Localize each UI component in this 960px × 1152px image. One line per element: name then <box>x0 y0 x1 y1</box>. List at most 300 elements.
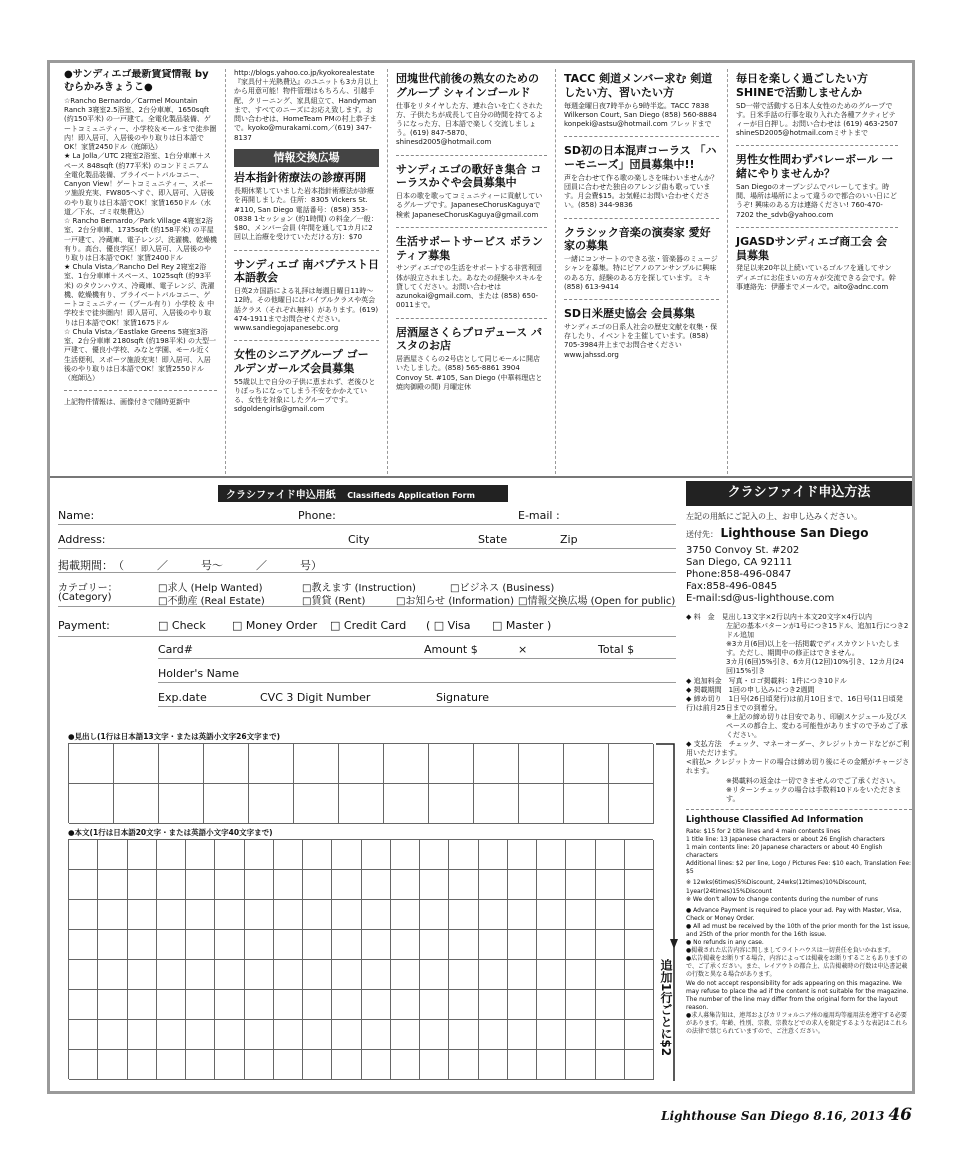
body-grid[interactable] <box>68 839 653 1079</box>
grid-cell[interactable] <box>186 900 215 930</box>
divider <box>396 318 547 319</box>
grid-cell[interactable] <box>159 744 204 784</box>
rental-item: ☆ Chula Vista／Eastlake Greens 5寝室3浴室、2台分車庫 2180sqft (約198平米) の大型一戸建て、優良小学校、みなと学園、モール近く生活便利、スポーツ施設充実！即入居可、入居後のやり取りは日本語でOK！家賃2550ドル（庭師込） <box>64 327 216 383</box>
grid-cell[interactable] <box>391 840 420 870</box>
grid-cell[interactable] <box>186 930 215 960</box>
grid-cell[interactable] <box>537 1050 566 1080</box>
pay-master[interactable]: □ Master ) <box>492 619 552 632</box>
grid-cell[interactable] <box>384 784 429 824</box>
en-item: ● Advance Payment is required to place your ad. Pay with Master, Visa, Check or Money Order. <box>686 906 902 922</box>
divider <box>396 227 547 228</box>
form-title-en: Classifieds Application Form <box>347 491 475 500</box>
ad-body: 日英2カ国語による礼拝は毎週日曜日11時〜12時。その他曜日にはバイブルクラスや英会話クラス（それぞれ無料）があります。(619) 474-1911までお問合せください。www.sandiegojapanesebc.org <box>234 287 379 332</box>
ad-title: SD日米歴史協会 会員募集 <box>564 307 695 321</box>
grid-cell[interactable] <box>303 960 332 990</box>
en-item: We do not accept responsibility for ads appearing on this magazine. We may refuse to place the ad if the content is not suitable for the magazine. The number of the line may differ from the original form for the layout reason. <box>686 979 909 1011</box>
category-label: カテゴリー： <box>58 583 118 594</box>
grid-cell[interactable] <box>245 840 274 870</box>
grid-cell[interactable] <box>245 1050 274 1080</box>
grid-cell[interactable] <box>449 1050 478 1080</box>
grid-cell[interactable] <box>625 870 654 900</box>
grid-cell[interactable] <box>303 900 332 930</box>
grid-cell[interactable] <box>157 960 186 990</box>
ad-title: クラシック音楽の演奏家 愛好家の募集 <box>564 225 711 253</box>
rate-info <box>686 613 912 804</box>
grid-cell[interactable] <box>508 900 537 930</box>
address-line-1: 3750 Convoy St. #202 <box>686 544 800 556</box>
grid-cell[interactable] <box>362 1050 391 1080</box>
grid-cell[interactable] <box>114 744 159 784</box>
pay-credit-card[interactable]: □ Credit Card <box>330 619 407 632</box>
en-item: ※ 12wks(6times)5%Discount, 24wks(12times)10%Discount, 1year(24times)15%Discount <box>686 879 867 895</box>
en-item: Additional lines: $2 per line, Logo / Pictures Fee: $10 each, Translation Fee: $5 <box>686 860 912 876</box>
grid-cell[interactable] <box>362 930 391 960</box>
grid-cell[interactable] <box>537 990 566 1020</box>
ad-body: 毎週金曜日夜7時半から9時半迄。TACC 7838 Wilkerson Court, San Diego (858) 560-8884 konpeki@astsu@hotmail.com フレッドまで <box>564 101 717 128</box>
grid-cell[interactable] <box>566 1050 595 1080</box>
grid-cell[interactable] <box>566 1020 595 1050</box>
grid-cell[interactable] <box>537 960 566 990</box>
grid-cell[interactable] <box>128 930 157 960</box>
card-label: Card# <box>158 643 193 656</box>
grid-cell[interactable] <box>186 990 215 1020</box>
grid-cell[interactable] <box>98 870 127 900</box>
grid-cell[interactable] <box>508 1050 537 1080</box>
cvc-label: CVC 3 Digit Number <box>260 691 371 704</box>
grid-cell[interactable] <box>609 744 654 784</box>
grid-cell[interactable] <box>303 1050 332 1080</box>
grid-cell[interactable] <box>566 900 595 930</box>
grid-cell[interactable] <box>98 900 127 930</box>
fax-text: Fax:858-496-0845 <box>686 580 778 592</box>
grid-cell[interactable] <box>449 870 478 900</box>
grid-cell[interactable] <box>564 784 609 824</box>
ad-title: 女性のシニアグループ ゴールデンガールズ会員募集 <box>234 348 369 375</box>
grid-cell[interactable] <box>69 744 114 784</box>
email-text: E-mail:sd@us-lighthouse.com <box>686 592 835 604</box>
grid-cell[interactable] <box>625 900 654 930</box>
ad-body: 声を合わせて作る歌の楽しさを味わいませんか？団員に合わせた独自のアレンジ曲も歌っています。月会費$15。お気軽にお問い合わせください。(858) 344-9836 <box>564 173 718 210</box>
grid-cell[interactable] <box>186 870 215 900</box>
grid-cell[interactable] <box>479 1050 508 1080</box>
ad-title: 団塊世代前後の熟女のための グループ シャインゴールド <box>396 72 539 99</box>
ad-title: SD初の日本混声コーラス 「ハーモニーズ」団員募集中!! <box>564 144 717 171</box>
grid-cell[interactable] <box>508 960 537 990</box>
grid-cell[interactable] <box>215 960 244 990</box>
grid-cell[interactable] <box>420 1020 449 1050</box>
grid-cell[interactable] <box>362 990 391 1020</box>
grid-cell[interactable] <box>625 930 654 960</box>
grid-cell[interactable] <box>596 990 625 1020</box>
grid-cell[interactable] <box>625 840 654 870</box>
grid-cell[interactable] <box>420 900 449 930</box>
grid-cell[interactable] <box>429 744 474 784</box>
grid-cell[interactable] <box>391 930 420 960</box>
application-form <box>58 481 678 1093</box>
ad-title: TACC 剣道メンバー求む 剣道したい方、習いたい方 <box>564 72 713 99</box>
grid-cell[interactable] <box>449 960 478 990</box>
grid-cell[interactable] <box>449 990 478 1020</box>
divider <box>234 340 379 341</box>
grid-cell[interactable] <box>274 1020 303 1050</box>
classifieds-page <box>47 60 915 1094</box>
rental-item: ☆ Rancho Bernardo／Park Village 4寝室2浴室、2台分車庫、1735sqft (約158平米) の平屋一戸建て、冷蔵庫、電子レンジ、洗濯機、乾燥機有り。高台、優良学区！即入居可、入居後のやり取りは日本語でOK！家賃2400ドル <box>64 217 217 262</box>
grid-cell[interactable] <box>339 784 384 824</box>
grid-cell[interactable] <box>157 1020 186 1050</box>
grid-cell[interactable] <box>128 990 157 1020</box>
grid-cell[interactable] <box>362 1020 391 1050</box>
grid-cell[interactable] <box>596 840 625 870</box>
grid-cell[interactable] <box>69 1050 98 1080</box>
grid-cell[interactable] <box>362 900 391 930</box>
grid-cell[interactable] <box>537 840 566 870</box>
ad-title: 毎日を楽しく過ごしたい方 SHINEで活動しませんか <box>736 72 868 99</box>
grid-cell[interactable] <box>157 870 186 900</box>
form-title <box>218 485 508 502</box>
listings-area <box>56 69 906 474</box>
grid-cell[interactable] <box>274 1050 303 1080</box>
phone-text: Phone:858-496-0847 <box>686 568 792 580</box>
period-row[interactable] <box>58 551 676 573</box>
grid-cell[interactable] <box>245 900 274 930</box>
grid-cell[interactable] <box>98 930 127 960</box>
ad-title: サンディエゴ 南バプテスト日本語教会 <box>234 257 379 285</box>
grid-cell[interactable] <box>391 900 420 930</box>
info-item: 3カ月(6回)5%引き、6カ月(12回)10%引き、12カ月(24回)15%引き <box>726 658 904 676</box>
grid-cell[interactable] <box>274 930 303 960</box>
grid-cell[interactable] <box>420 930 449 960</box>
rental-item: ★ Chula Vista／Rancho Del Rey 2寝室2浴室、1台分車庫＋スペース、1025sqft (約93平米) のタウンハウス、冷蔵庫、電子レンジ、洗濯機、乾燥機有り、プライベートバルコニー、ゲートコミュニティー（プール有り）小学校 ＆ 中学校まで徒歩圏内！即入居可、入居後のやり取りは日本語でOK！家賃1675ドル <box>64 263 215 327</box>
grid-cell[interactable] <box>479 930 508 960</box>
grid-cell[interactable] <box>596 870 625 900</box>
grid-cell[interactable] <box>98 1050 127 1080</box>
grid-cell[interactable] <box>157 990 186 1020</box>
en-item: ●掲載された広告内容に関しましてライトハウスは一切責任を負いかねます。 <box>686 947 895 955</box>
grid-cell[interactable] <box>128 870 157 900</box>
rental-note: 上記物件情報は、画像付きで随時更新中 <box>64 398 190 407</box>
grid-cell[interactable] <box>157 840 186 870</box>
amount-label: Amount $ <box>424 643 478 656</box>
pay-visa[interactable]: ( □ Visa <box>426 619 471 632</box>
grid-cell[interactable] <box>537 1020 566 1050</box>
grid-cell[interactable] <box>391 1020 420 1050</box>
send-label: 送付先： <box>686 530 718 540</box>
grid-cell[interactable] <box>596 960 625 990</box>
grid-cell[interactable] <box>245 960 274 990</box>
en-item: ● No refunds in any case. <box>686 939 764 947</box>
ads-column-3 <box>388 69 556 474</box>
grid-cell[interactable] <box>186 840 215 870</box>
instructions-panel <box>686 481 912 1093</box>
info-item: ※リターンチェックの場合は手数料10ドルをいただきます。 <box>726 785 902 803</box>
payment-row[interactable] <box>58 611 676 637</box>
cat-instruction[interactable]: □教えます (Instruction) <box>302 583 416 594</box>
cat-business[interactable]: □ビジネス (Business) <box>450 583 555 594</box>
grid-cell[interactable] <box>625 960 654 990</box>
grid-cell[interactable] <box>362 960 391 990</box>
grid-cell[interactable] <box>420 840 449 870</box>
grid-cell[interactable] <box>479 960 508 990</box>
grid-cell[interactable] <box>186 1020 215 1050</box>
grid-cell[interactable] <box>508 840 537 870</box>
grid-cell[interactable] <box>69 900 98 930</box>
grid-cell[interactable] <box>245 870 274 900</box>
grid-cell[interactable] <box>69 784 114 824</box>
grid-cell[interactable] <box>332 960 361 990</box>
grid-cell[interactable] <box>420 870 449 900</box>
grid-cell[interactable] <box>449 900 478 930</box>
grid-cell[interactable] <box>625 1020 654 1050</box>
grid-cell[interactable] <box>274 840 303 870</box>
holder-row[interactable] <box>158 661 676 683</box>
ad-body: SD一帯で活動する日本人女性のためのグループです。日米手話の行事を取り入れた各種アクティビティーが目白押し。お問い合わせは (619) 463-2507 shineSD2005@hotmail.comミサトまで <box>736 101 898 138</box>
page-number: 46 <box>888 1105 912 1125</box>
grid-cell[interactable] <box>98 990 127 1020</box>
grid-cell[interactable] <box>566 870 595 900</box>
grid-cell[interactable] <box>204 784 249 824</box>
grid-cell[interactable] <box>332 990 361 1020</box>
grid-cell[interactable] <box>274 870 303 900</box>
info-column <box>226 69 388 474</box>
grid-cell[interactable] <box>303 930 332 960</box>
payment-label: Payment: <box>58 619 110 632</box>
grid-cell[interactable] <box>391 990 420 1020</box>
body-label: ●本文(1行は日本語20文字・または英語小文字40文字まで) <box>68 828 273 837</box>
contact-row[interactable] <box>58 503 676 525</box>
grid-cell[interactable] <box>391 960 420 990</box>
grid-cell[interactable] <box>128 960 157 990</box>
grid-cell[interactable] <box>474 784 519 824</box>
grid-cell[interactable] <box>245 930 274 960</box>
grid-cell[interactable] <box>566 930 595 960</box>
holder-label: Holder's Name <box>158 667 240 680</box>
grid-cell[interactable] <box>157 930 186 960</box>
grid-cell[interactable] <box>332 930 361 960</box>
ad-body: 一緒にコンサートのできる弦・管楽器のミュージシャンを募集。特にピアノのアンサンブルに興味のある方、経験のある方を探しています。ミキ (858) 613-9414 <box>564 255 718 291</box>
grid-cell[interactable] <box>362 840 391 870</box>
grid-cell[interactable] <box>391 870 420 900</box>
grid-cell[interactable] <box>420 1050 449 1080</box>
grid-cell[interactable] <box>157 1050 186 1080</box>
grid-cell[interactable] <box>566 960 595 990</box>
grid-cell[interactable] <box>625 990 654 1020</box>
grid-cell[interactable] <box>249 784 294 824</box>
cat-real-estate[interactable]: □不動産 (Real Estate) <box>158 596 265 607</box>
grid-cell[interactable] <box>114 784 159 824</box>
grid-cell[interactable] <box>215 870 244 900</box>
en-info <box>686 828 912 1036</box>
grid-cell[interactable] <box>69 930 98 960</box>
grid-cell[interactable] <box>69 840 98 870</box>
cat-rent[interactable]: □賃貸 (Rent) <box>302 596 366 607</box>
grid-cell[interactable] <box>391 1050 420 1080</box>
rental-title: ●サンディエゴ最新賃貸情報 by むらかみきょうこ● <box>64 69 209 93</box>
grid-cell[interactable] <box>596 1050 625 1080</box>
grid-cell[interactable] <box>303 990 332 1020</box>
grid-cell[interactable] <box>564 744 609 784</box>
grid-cell[interactable] <box>215 990 244 1020</box>
issue-label: Lighthouse San Diego 8.16, 2013 <box>661 1109 885 1123</box>
grid-cell[interactable] <box>339 744 384 784</box>
grid-cell[interactable] <box>429 784 474 824</box>
grid-cell[interactable] <box>128 900 157 930</box>
ad-body: 仕事をリタイヤした方、連れ合いを亡くされた方、子供たちが成長して自分の時間を持てるようになった方、日本語で楽しく交流しましょう。(619) 847-5870、shinesd2005@hotmail.com <box>396 101 543 147</box>
divider <box>564 299 719 300</box>
grid-cell[interactable] <box>274 960 303 990</box>
grid-cell[interactable] <box>609 784 654 824</box>
grid-cell[interactable] <box>69 960 98 990</box>
info-item: ※上記の締め切りは目安であり、印刷スケジュール及びスペースの都合上、変わる可能性がありますので予めご了承ください。 <box>726 712 908 740</box>
section-divider <box>50 476 912 478</box>
grid-cell[interactable] <box>332 840 361 870</box>
grid-cell[interactable] <box>420 990 449 1020</box>
info-item: ◆ 支払方法 チェック、マネーオーダー、クレジットカードなどがご利用いただけます。 <box>686 740 910 758</box>
grid-cell[interactable] <box>332 900 361 930</box>
grid-cell[interactable] <box>362 870 391 900</box>
grid-cell[interactable] <box>474 744 519 784</box>
grid-cell[interactable] <box>537 930 566 960</box>
grid-cell[interactable] <box>479 1020 508 1050</box>
grid-cell[interactable] <box>566 990 595 1020</box>
grid-cell[interactable] <box>332 1020 361 1050</box>
info-item: ◆ 料 金 見出し13文字×2行以内＋本文20文字×4行以内 <box>686 612 873 621</box>
grid-cell[interactable] <box>294 744 339 784</box>
cat-information[interactable]: □お知らせ (Information) <box>396 596 515 607</box>
grid-cell[interactable] <box>508 1020 537 1050</box>
grid-cell[interactable] <box>128 1050 157 1080</box>
category-row[interactable] <box>58 577 676 607</box>
grid-cell[interactable] <box>69 1020 98 1050</box>
grid-cell[interactable] <box>508 870 537 900</box>
divider <box>564 136 719 137</box>
rental-contact: http://blogs.yahoo.co.jp/kyokorealestate 『家具付＋光熱費込』のユニットも3カ月以上から用意可能！物件管理はもちろん、引越手配、クリーニング、家具組立て、Handyman まで、すべてのニーズにお応え致します。お問い合わせは、HomeTeam PMの村上恭子まで。kyoko@murakami.com／(619) 347-8137 <box>234 69 379 142</box>
ad-body: 発足以来20年以上続いているゴルフを通してサンディエゴにお住まいの方々が交流できる会です。幹事連絡先：伊藤までメールで。aito@adnc.com <box>736 264 896 291</box>
grid-cell[interactable] <box>537 870 566 900</box>
total-label: Total $ <box>598 643 635 656</box>
grid-cell[interactable] <box>245 1020 274 1050</box>
divider <box>396 155 547 156</box>
divider <box>564 218 719 219</box>
phone-label: Phone: <box>298 509 336 522</box>
grid-cell[interactable] <box>303 1020 332 1050</box>
grid-cell[interactable] <box>519 784 564 824</box>
grid-cell[interactable] <box>537 900 566 930</box>
grid-cell[interactable] <box>249 744 294 784</box>
grid-cell[interactable] <box>303 840 332 870</box>
cat-help-wanted[interactable]: □求人 (Help Wanted) <box>158 583 263 594</box>
grid-cell[interactable] <box>274 900 303 930</box>
grid-cell[interactable] <box>625 1050 654 1080</box>
grid-cell[interactable] <box>303 870 332 900</box>
cat-open-for-public[interactable]: □情報交換広場 (Open for public) <box>518 596 676 607</box>
grid-cell[interactable] <box>332 870 361 900</box>
grid-cell[interactable] <box>420 960 449 990</box>
grid-cell[interactable] <box>519 744 564 784</box>
ad-title: 居酒屋さくらプロデュース パスタのお店 <box>396 325 542 353</box>
grid-cell[interactable] <box>508 990 537 1020</box>
en-item: ●求人募集告知は、連邦およびカリフォルニア州の雇用均等雇用法を遵守する必要があります。年齢、性別、宗教、宗教などでの求人を限定するような表記はこれらの法律で禁じられていますので、ご注意ください。 <box>686 1011 908 1036</box>
grid-cell[interactable] <box>274 990 303 1020</box>
grid-cell[interactable] <box>159 784 204 824</box>
ad-title: 岩本指針術療法の診療再開 <box>234 171 366 185</box>
card-row[interactable] <box>158 637 676 659</box>
info-item: ◆ 掲載期間 1回の申し込みにつき2週間 <box>686 685 815 694</box>
info-item: ※掲載料の返金は一切できませんのでご了承ください。 <box>726 776 900 785</box>
grid-cell[interactable] <box>479 870 508 900</box>
grid-cell[interactable] <box>479 990 508 1020</box>
zip-label: Zip <box>560 533 578 546</box>
city-label: City <box>348 533 370 546</box>
grid-cell[interactable] <box>449 1020 478 1050</box>
ad-body: 55歳以上で自分の子供に恵まれず、老後ひとりぼっちになってしまう不安をかかえている、女性を対象にしたグループです。sdgoldengirls@gmail.com <box>234 377 376 414</box>
grid-cell[interactable] <box>69 870 98 900</box>
ad-body: サンディエゴでの生活をサポートする非営利団体が設立されました。あなたの経験やスキルを貸してください。お問い合わせはazunokai@gmail.com、または (858) 650-0011まで。 <box>396 264 543 310</box>
grid-cell[interactable] <box>215 1020 244 1050</box>
grid-cell[interactable] <box>566 840 595 870</box>
grid-cell[interactable] <box>245 990 274 1020</box>
info-item: ◆ 締め切り 1日号(26日頃発行)は前月10日まで、16日号(11日頃発行)は前月25日までの到着分。 <box>686 694 903 712</box>
pay-check[interactable]: □ Check <box>158 619 206 632</box>
en-item: ● All ad must be received by the 10th of the prior month for the 1st issue, and 25th of the prior month for the 16th issue. <box>686 922 910 939</box>
grid-cell[interactable] <box>98 840 127 870</box>
grid-cell[interactable] <box>128 1020 157 1050</box>
grid-cell[interactable] <box>596 900 625 930</box>
divider <box>234 250 379 251</box>
grid-cell[interactable] <box>215 930 244 960</box>
grid-cell[interactable] <box>128 840 157 870</box>
email-label: E-mail : <box>518 509 560 522</box>
address-row[interactable] <box>58 527 676 549</box>
grid-cell[interactable] <box>479 900 508 930</box>
grid-cell[interactable] <box>186 960 215 990</box>
grid-cell[interactable] <box>186 1050 215 1080</box>
grid-cell[interactable] <box>449 840 478 870</box>
grid-cell[interactable] <box>215 840 244 870</box>
divider <box>736 227 898 228</box>
headline-grid[interactable] <box>68 743 653 823</box>
rental-item: ★ La Jolla／UTC 2寝室2浴室、1台分車庫＋スペース 848sqft (約77平米) のコンドミニアム 全電化製品装備、プライベートバルコニー、Canyon View！ゲートコミュニティー、スポーツ施設充実、FW805へすぐ、即入居可、入居後のやり取りは日本語でOK！家賃1650ドル（水道／下水、ゴミ収集費込） <box>64 152 215 216</box>
grid-cell[interactable] <box>596 1020 625 1050</box>
grid-cell[interactable] <box>332 1050 361 1080</box>
grid-cell[interactable] <box>69 990 98 1020</box>
en-item: 1 main contents line: 20 Japanese characters or about 40 English characters <box>686 844 883 860</box>
grid-cell[interactable] <box>204 744 249 784</box>
grid-cell[interactable] <box>384 744 429 784</box>
grid-cell[interactable] <box>449 930 478 960</box>
grid-cell[interactable] <box>215 900 244 930</box>
ad-title: JGASDサンディエゴ商工会 会員募集 <box>736 234 888 262</box>
headline-label: ●見出し(1行は日本語13文字・または英語小文字26文字まで) <box>68 732 280 741</box>
grid-cell[interactable] <box>98 1020 127 1050</box>
grid-cell[interactable] <box>157 900 186 930</box>
rental-item: ☆Rancho Bernardo／Carmel Mountain Ranch 3寝室2.5浴室、2台分車庫、1650sqft (約150平米) の一戸建て。全電化製品装備、ゲートコミュニティー、小学校＆モールまで徒歩圏内！即入居可、入居後のやり取りは日本語でOK！家賃2450ドル（庭師込） <box>64 97 217 152</box>
exp-row[interactable] <box>158 685 676 707</box>
exp-label: Exp.date <box>158 691 207 704</box>
grid-cell[interactable] <box>98 960 127 990</box>
pay-money-order[interactable]: □ Money Order <box>232 619 318 632</box>
grid-cell[interactable] <box>294 784 339 824</box>
grid-cell[interactable] <box>479 840 508 870</box>
send-to <box>686 526 912 542</box>
info-item: ◆ 追加料金 写真・ロゴ掲載料：1件につき10ドル <box>686 676 847 685</box>
grid-cell[interactable] <box>596 930 625 960</box>
grid-cell[interactable] <box>215 1050 244 1080</box>
ad-title: 男性女性問わずバレーボール 一緒にやりませんか？ <box>736 153 893 181</box>
ads-column-4 <box>556 69 728 474</box>
instructions-title: クラシファイド申込方法 <box>686 481 912 506</box>
contact-block <box>686 545 912 605</box>
grid-cell[interactable] <box>508 930 537 960</box>
